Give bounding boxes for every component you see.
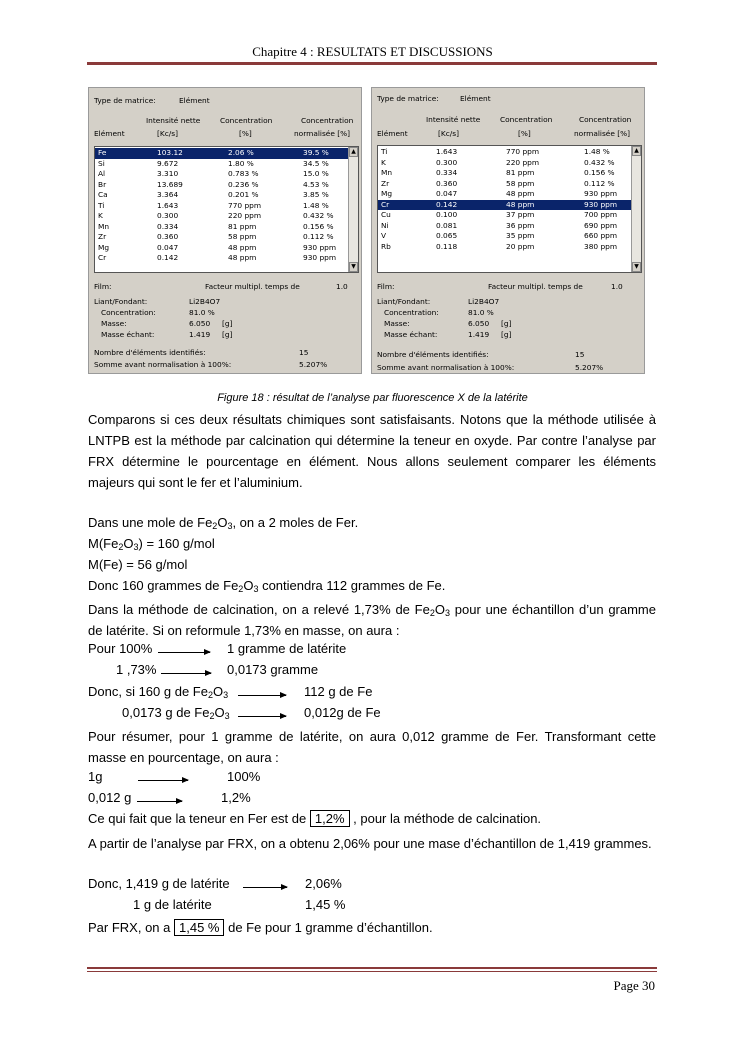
col-conc-unit: [%] <box>239 129 252 138</box>
cell-int: 0.118 <box>436 241 458 251</box>
cell-int: 0.142 <box>157 253 179 262</box>
cell-norm: 0.156 % <box>303 221 334 231</box>
sum-label: Somme avant normalisation à 100%: <box>377 363 515 372</box>
cell-el: Cr <box>98 253 107 262</box>
line-molar-mass-fe: M(Fe) = 56 g/mol <box>88 557 188 572</box>
cell-int: 103.12 <box>157 148 183 157</box>
cell-el: V <box>381 231 387 240</box>
scroll-up-icon[interactable]: ▲ <box>632 146 641 156</box>
cell-norm: 930 ppm <box>303 253 337 262</box>
cell-conc: 81 ppm <box>506 168 535 177</box>
arrow-right-icon <box>138 780 188 781</box>
cell-norm: 690 ppm <box>584 220 618 230</box>
element-row-ti[interactable] <box>95 201 358 212</box>
cell-norm: 39.5 % <box>303 148 329 157</box>
calc-row-1-right: 1 gramme de latérite <box>227 641 347 656</box>
sample-mass-label: Masse échant: <box>101 330 155 339</box>
cell-int: 0.142 <box>436 199 458 209</box>
cell-norm: 4.53 % <box>303 179 329 189</box>
element-row-br[interactable] <box>95 180 358 191</box>
cell-norm: 34.5 % <box>303 158 329 168</box>
col-element-header: Elément <box>377 129 408 138</box>
element-row-zr[interactable] <box>378 179 641 190</box>
cell-int: 0.360 <box>157 232 179 241</box>
calc-row-7-right: 2,06% <box>305 876 342 891</box>
frx-result-window-2 <box>371 87 645 374</box>
identified-count-label: Nombre d'éléments identifiés: <box>94 348 206 357</box>
calc-row-7-left: Donc, 1,419 g de latérite <box>88 876 230 891</box>
element-row-mg[interactable] <box>95 243 358 254</box>
sample-mass-value: 1.419 <box>189 330 211 339</box>
matrix-type-label: Type de matrice: <box>377 94 439 103</box>
calc-row-8-right: 1,45 % <box>305 897 346 912</box>
mass-label: Masse: <box>384 319 410 328</box>
calc-row-3-left: Donc, si 160 g de $Fe_2O_3$ <box>88 684 229 700</box>
cell-norm: 0.432 % <box>584 157 615 167</box>
cell-norm: 930 ppm <box>584 199 618 209</box>
cell-norm: 0.112 % <box>584 178 615 188</box>
mass-value: 6.050 <box>468 319 490 328</box>
matrix-type-label: Type de matrice: <box>94 96 156 105</box>
cell-norm: 930 ppm <box>303 242 337 252</box>
calc-row-2-right: 0,0173 gramme <box>227 662 319 677</box>
calc-row-5-right: 100% <box>227 769 261 784</box>
element-row-k[interactable] <box>378 158 641 169</box>
binder-conc-value: 81.0 % <box>468 308 494 317</box>
col-conc-header: Concentration <box>500 115 553 124</box>
cell-int: 13.689 <box>157 179 183 189</box>
cell-norm: 1.48 % <box>584 147 610 156</box>
cell-el: K <box>381 157 386 167</box>
cell-conc: 58 ppm <box>506 178 535 188</box>
col-norm-header: Concentration <box>301 116 354 125</box>
element-row-mn[interactable] <box>378 168 641 179</box>
cell-norm: 380 ppm <box>584 241 618 251</box>
listbox-scrollbar[interactable] <box>631 146 641 272</box>
arrow-right-icon <box>158 652 210 653</box>
mass-label: Masse: <box>101 319 127 328</box>
cell-int: 0.081 <box>436 220 458 230</box>
cell-conc: 35 ppm <box>506 231 535 240</box>
element-listbox[interactable] <box>377 145 642 273</box>
cell-int: 3.364 <box>157 190 179 199</box>
cell-int: 0.300 <box>157 211 179 220</box>
cell-norm: 15.0 % <box>303 169 329 178</box>
cell-norm: 0.112 % <box>303 232 334 241</box>
scroll-up-icon[interactable]: ▲ <box>349 147 358 157</box>
cell-norm: 1.48 % <box>303 200 329 210</box>
cell-int: 0.047 <box>436 189 458 198</box>
cell-int: 9.672 <box>157 158 179 168</box>
cell-conc: 48 ppm <box>506 199 535 209</box>
paragraph-summary: Pour résumer, pour 1 gramme de latérite, on aura 0,012 gramme de Fer. Transformant cette masse en pourcentage, on aura : <box>88 729 656 765</box>
cell-norm: 700 ppm <box>584 210 618 219</box>
cell-int: 3.310 <box>157 169 179 178</box>
cell-conc: 770 ppm <box>506 147 540 156</box>
element-row-rb[interactable] <box>378 242 641 253</box>
cell-norm: 930 ppm <box>584 189 618 198</box>
line-grams-fe: Donc 160 grammes de $Fe_2O_3$ contiendra 112 grammes de Fe. <box>88 578 446 594</box>
cell-conc: 81 ppm <box>228 221 257 231</box>
cell-conc: 37 ppm <box>506 210 535 219</box>
col-norm-unit: normalisée [%] <box>574 129 631 138</box>
cell-conc: 48 ppm <box>228 242 257 252</box>
arrow-right-icon <box>161 673 211 674</box>
film-label: Film: <box>94 282 112 291</box>
element-row-mn[interactable] <box>95 222 358 233</box>
listbox-scrollbar[interactable] <box>348 147 358 272</box>
element-row-al[interactable] <box>95 169 358 180</box>
mass-unit: [g] <box>222 319 233 328</box>
line-molar-mass-fe2o3: $M(Fe_2O_3) = 160$ g/mol <box>88 536 215 552</box>
line-result-frx: Par FRX, on a 1,45 % de Fe pour 1 gramme d’échantillon. <box>88 920 433 935</box>
calc-row-5-left: 1g <box>88 769 103 784</box>
cell-norm: 660 ppm <box>584 231 618 240</box>
cell-int: 0.334 <box>157 221 179 231</box>
cell-conc: 36 ppm <box>506 220 535 230</box>
cell-el: Ti <box>381 147 388 156</box>
paragraph-intro: Comparons si ces deux résultats chimiques sont satisfaisants. Notons que la méthode utilisée à LNTPB est la méthode par calcination qui détermine la teneur en oxyde. Par contre l’analyse par FRX détermine le pourcentage en élément. Nous allons seulement comparer les éléments majeurs qui sont le fer et l’aluminium. <box>88 412 656 490</box>
cell-el: Mg <box>98 242 110 252</box>
cell-el: Ni <box>381 220 389 230</box>
sum-value: 5.207% <box>575 363 604 372</box>
cell-el: Cr <box>381 199 390 209</box>
scroll-down-icon[interactable]: ▼ <box>632 262 641 272</box>
sample-mass-unit: [g] <box>222 330 233 339</box>
arrow-right-icon <box>238 716 286 717</box>
line-mole: Dans une mole de $Fe_2O_3$, on a 2 moles de Fer. <box>88 515 359 531</box>
binder-label: Liant/Fondant: <box>377 297 431 306</box>
mass-unit: [g] <box>501 319 512 328</box>
binder-conc-value: 81.0 % <box>189 308 215 317</box>
col-conc-unit: [%] <box>518 129 531 138</box>
calc-row-8-left: 1 g de latérite <box>133 897 212 912</box>
cell-el: Ti <box>98 200 105 210</box>
arrow-right-icon <box>243 887 287 888</box>
cell-el: Mn <box>98 221 110 231</box>
binder-value: Li2B4O7 <box>189 297 221 306</box>
sample-mass-unit: [g] <box>501 330 512 339</box>
binder-label: Liant/Fondant: <box>94 297 148 306</box>
factor-label: Facteur multipl. temps de <box>205 282 300 291</box>
col-conc-header: Concentration <box>220 116 273 125</box>
identified-count-value: 15 <box>299 348 309 357</box>
cell-el: Zr <box>381 178 390 188</box>
cell-int: 0.360 <box>436 178 458 188</box>
cell-conc: 20 ppm <box>506 241 535 251</box>
cell-conc: 0.236 % <box>228 179 259 189</box>
calc-row-6-left: 0,012 g <box>88 790 132 805</box>
element-row-ti[interactable] <box>378 147 641 158</box>
footer-rule-top <box>87 967 657 969</box>
arrow-right-icon <box>137 801 182 802</box>
identified-count-label: Nombre d'éléments identifiés: <box>377 350 489 359</box>
calc-row-4-right: 0,012g de Fe <box>304 705 381 720</box>
scroll-down-icon[interactable]: ▼ <box>349 262 358 272</box>
element-row-zr[interactable] <box>95 232 358 243</box>
paragraph-calcination: Dans la méthode de calcination, on a relevé 1,73% de $Fe_2O_3$ pour une échantillon d’un gramme de latérite. Si on reformule 1,73% en masse, on aura : <box>88 602 656 638</box>
cell-conc: 58 ppm <box>228 232 257 241</box>
calc-row-6-right: 1,2% <box>221 790 251 805</box>
cell-int: 1.643 <box>436 147 458 156</box>
element-row-ni[interactable] <box>378 221 641 232</box>
col-intensity-unit: [Kc/s] <box>157 129 179 138</box>
figure-caption: Figure 18 : résultat de l’analyse par fluorescence X de la latérite <box>217 392 528 404</box>
sum-value: 5.207% <box>299 360 328 369</box>
element-row-mg[interactable] <box>378 189 641 200</box>
element-row-v[interactable] <box>378 231 641 242</box>
cell-conc: 48 ppm <box>228 253 257 262</box>
factor-value: 1.0 <box>611 282 623 291</box>
line-result-calcination: Ce qui fait que la teneur en Fer est de 1,2% , pour la méthode de calcination. <box>88 811 542 826</box>
header-rule <box>87 62 657 65</box>
cell-el: Mn <box>381 168 393 177</box>
cell-el: Rb <box>381 241 391 251</box>
element-row-ca[interactable] <box>95 190 358 201</box>
cell-el: Mg <box>381 189 393 198</box>
cell-el: Cu <box>381 210 391 219</box>
cell-conc: 1.80 % <box>228 158 254 168</box>
footer-rule-bottom <box>87 971 657 972</box>
cell-int: 0.100 <box>436 210 458 219</box>
element-listbox[interactable] <box>94 146 359 273</box>
element-row-fe[interactable] <box>95 148 358 159</box>
factor-label: Facteur multipl. temps de <box>488 282 583 291</box>
col-intensity-unit: [Kc/s] <box>438 129 460 138</box>
mass-value: 6.050 <box>189 319 211 328</box>
col-norm-header: Concentration <box>579 115 632 124</box>
cell-int: 0.047 <box>157 242 179 252</box>
identified-count-value: 15 <box>575 350 585 359</box>
cell-conc: 0.201 % <box>228 190 259 199</box>
sample-mass-value: 1.419 <box>468 330 490 339</box>
calc-row-1-left: Pour 100% <box>88 641 153 656</box>
element-row-cr[interactable] <box>378 200 641 211</box>
cell-conc: 0.783 % <box>228 169 259 178</box>
calc-row-2-left: 1 ,73% <box>116 662 157 677</box>
cell-el: Si <box>98 158 105 168</box>
element-row-cu[interactable] <box>378 210 641 221</box>
cell-norm: 0.156 % <box>584 168 615 177</box>
cell-int: 1.643 <box>157 200 179 210</box>
col-element-header: Elément <box>94 129 125 138</box>
element-row-si[interactable] <box>95 159 358 170</box>
cell-norm: 0.432 % <box>303 211 334 220</box>
cell-el: Br <box>98 179 107 189</box>
cell-el: Ca <box>98 190 108 199</box>
cell-conc: 48 ppm <box>506 189 535 198</box>
cell-conc: 2.06 % <box>228 148 254 157</box>
cell-conc: 770 ppm <box>228 200 262 210</box>
col-intensity-header: Intensité nette <box>146 116 201 125</box>
film-label: Film: <box>377 282 395 291</box>
paragraph-frx: A partir de l’analyse par FRX, on a obtenu 2,06% pour une mase d’échantillon de 1,419 grammes. <box>88 836 652 851</box>
sum-label: Somme avant normalisation à 100%: <box>94 360 232 369</box>
cell-el: Al <box>98 169 106 178</box>
matrix-type-value: Elément <box>179 96 210 105</box>
col-intensity-header: Intensité nette <box>426 115 481 124</box>
result-box-calcination: 1,2% <box>310 810 350 827</box>
cell-el: Fe <box>98 148 107 157</box>
cell-int: 0.065 <box>436 231 458 240</box>
cell-int: 0.300 <box>436 157 458 167</box>
sample-mass-label: Masse échant: <box>384 330 438 339</box>
element-row-k[interactable] <box>95 211 358 222</box>
frx-result-window-1 <box>88 87 362 374</box>
page-number: Page 30 <box>613 978 655 993</box>
element-row-cr[interactable] <box>95 253 358 264</box>
binder-value: Li2B4O7 <box>468 297 500 306</box>
binder-conc-label: Concentration: <box>384 308 439 317</box>
calc-row-3-right: 112 g de Fe <box>304 684 373 699</box>
page-header-title: Chapitre 4 : RESULTATS ET DISCUSSIONS <box>252 44 493 59</box>
cell-int: 0.334 <box>436 168 458 177</box>
calc-row-4-left: 0,0173 g de $Fe_2O_3$ <box>122 705 230 721</box>
cell-el: K <box>98 211 103 220</box>
cell-conc: 220 ppm <box>228 211 262 220</box>
matrix-type-value: Elément <box>460 94 491 103</box>
result-box-frx: 1,45 % <box>174 919 224 936</box>
binder-conc-label: Concentration: <box>101 308 156 317</box>
cell-el: Zr <box>98 232 107 241</box>
cell-norm: 3.85 % <box>303 190 329 199</box>
col-norm-unit: normalisée [%] <box>294 129 351 138</box>
factor-value: 1.0 <box>336 282 348 291</box>
cell-conc: 220 ppm <box>506 157 540 167</box>
arrow-right-icon <box>238 695 286 696</box>
